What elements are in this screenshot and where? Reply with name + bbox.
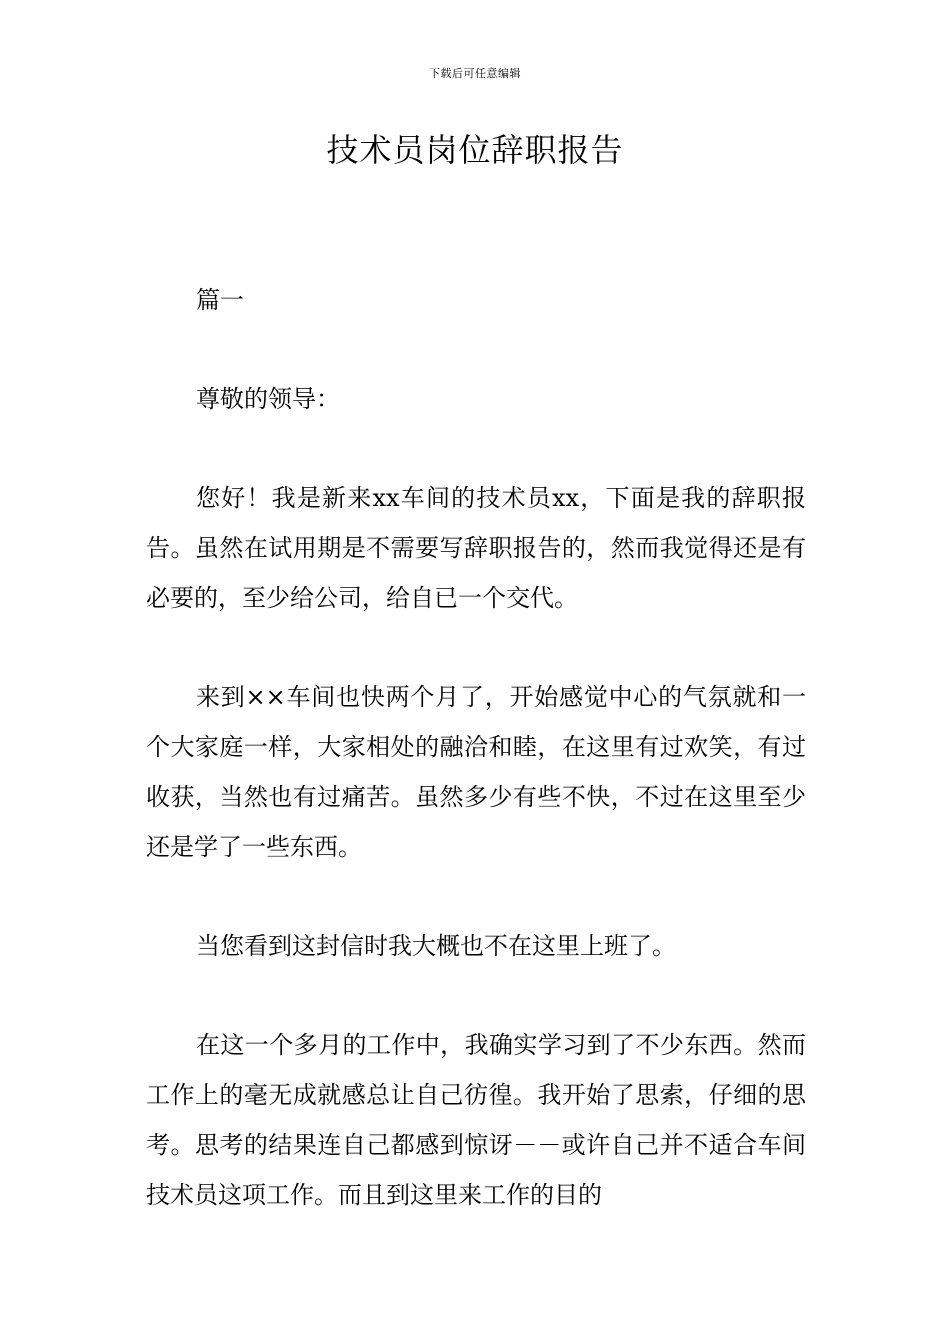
section-label: 篇一: [196, 286, 244, 314]
paragraph-2: 来到××车间也快两个月了，开始感觉中心的气氛就和一个大家庭一样，大家相处的融洽和睦，在这里有过欢笑，有过收获，当然也有过痛苦。虽然多少有些不快，不过在这里至少还是学了一些东西。: [146, 683, 806, 861]
header-note: 下载后可任意编辑: [429, 67, 521, 80]
paragraph-4: 在这一个多月的工作中，我确实学习到了不少东西。然而工作上的毫无成就感总让自己彷徨。我开始了思索，仔细的思考。思考的结果连自己都感到惊讶－－或许自己并不适合车间技术员这项工作。而且到这里来工作的目的: [146, 1031, 806, 1209]
document-title: 技术员岗位辞职报告: [326, 131, 624, 169]
paragraph-3: 当您看到这封信时我大概也不在这里上班了。: [196, 932, 676, 960]
salutation: 尊敬的领导：: [196, 385, 340, 413]
paragraph-1: 您好！我是新来xx车间的技术员xx，下面是我的辞职报告。虽然在试用期是不需要写辞职报告的，然而我觉得还是有必要的，至少给公司，给自已一个交代。: [146, 484, 806, 612]
